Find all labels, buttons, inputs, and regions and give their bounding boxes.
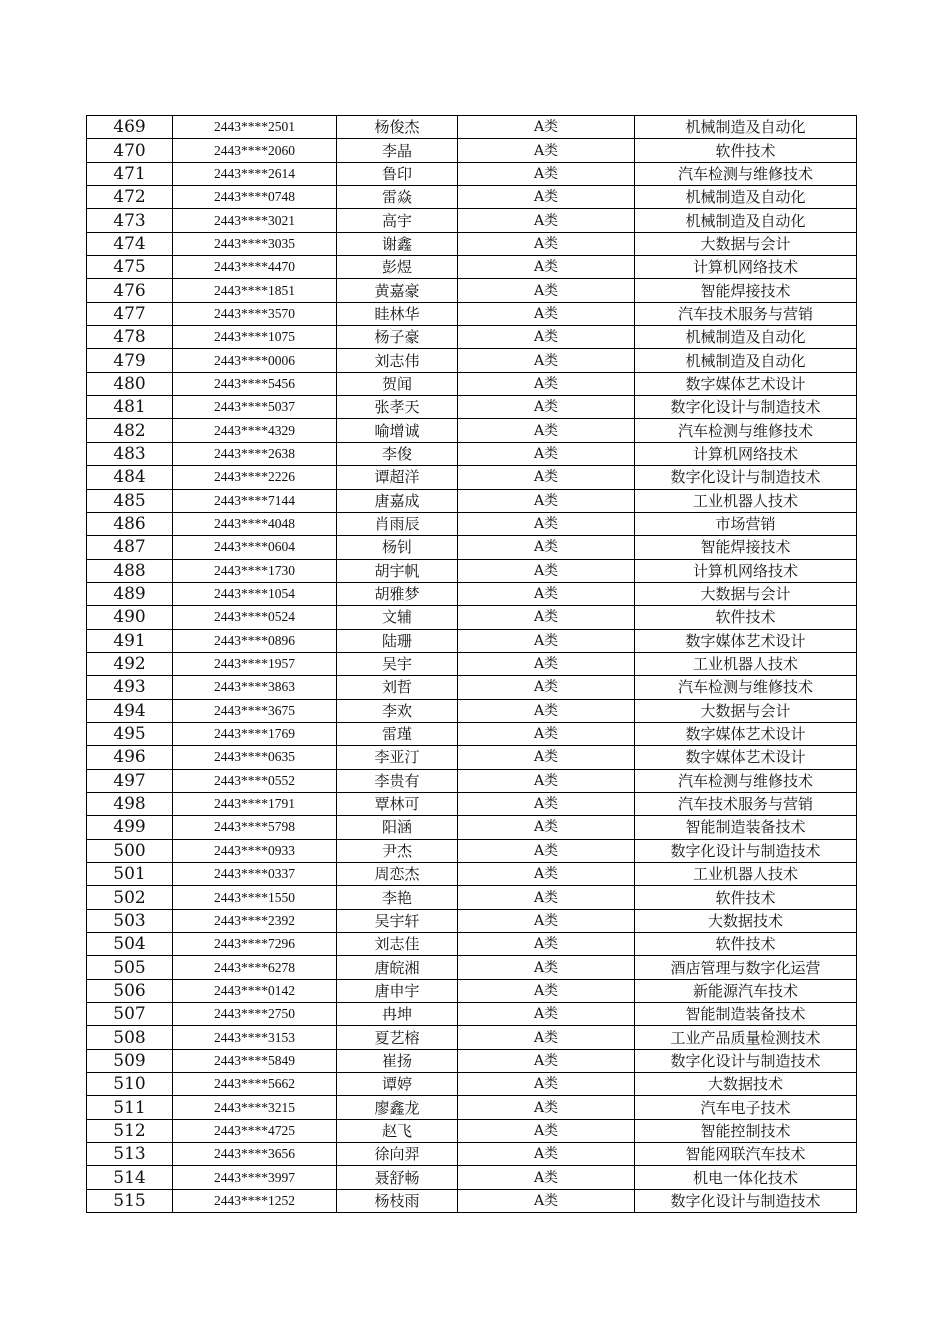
table-row (87, 326, 857, 349)
student-id-cell: 2443****2750 (173, 1003, 337, 1026)
major-cell: 计算机网络技术 (635, 442, 857, 465)
category-cell: A类 (458, 326, 635, 349)
table-row (87, 232, 857, 255)
row-number-cell: 510 (87, 1073, 173, 1096)
student-id-cell: 2443****0896 (173, 629, 337, 652)
table-row (87, 816, 857, 839)
major-cell: 软件技术 (635, 886, 857, 909)
major-cell: 工业产品质量检测技术 (635, 1026, 857, 1049)
row-number-cell: 493 (87, 676, 173, 699)
table-row (87, 279, 857, 302)
category-cell: A类 (458, 1096, 635, 1119)
student-name-cell: 文辅 (337, 606, 458, 629)
major-cell: 大数据技术 (635, 909, 857, 932)
student-name-cell: 李俊 (337, 442, 458, 465)
major-cell: 计算机网络技术 (635, 256, 857, 279)
row-number-cell: 473 (87, 209, 173, 232)
table-row (87, 489, 857, 512)
student-id-cell: 2443****1769 (173, 722, 337, 745)
student-name-cell: 李亚汀 (337, 746, 458, 769)
student-name-cell: 冉坤 (337, 1003, 458, 1026)
table-row (87, 559, 857, 582)
student-name-cell: 雷焱 (337, 186, 458, 209)
student-id-cell: 2443****6278 (173, 956, 337, 979)
table-row (87, 606, 857, 629)
category-cell: A类 (458, 863, 635, 886)
major-cell: 机械制造及自动化 (635, 326, 857, 349)
student-name-cell: 李欢 (337, 699, 458, 722)
category-cell: A类 (458, 652, 635, 675)
student-name-cell: 张孝天 (337, 396, 458, 419)
student-name-cell: 杨子豪 (337, 326, 458, 349)
category-cell: A类 (458, 162, 635, 185)
student-id-cell: 2443****1791 (173, 792, 337, 815)
row-number-cell: 489 (87, 582, 173, 605)
student-name-cell: 李晶 (337, 139, 458, 162)
student-name-cell: 吴宇 (337, 652, 458, 675)
student-id-cell: 2443****2060 (173, 139, 337, 162)
student-id-cell: 2443****3997 (173, 1166, 337, 1189)
category-cell: A类 (458, 396, 635, 419)
student-name-cell: 谭超洋 (337, 466, 458, 489)
student-name-cell: 眭林华 (337, 302, 458, 325)
table-row (87, 536, 857, 559)
table-row (87, 722, 857, 745)
row-number-cell: 474 (87, 232, 173, 255)
student-id-cell: 2443****1252 (173, 1189, 337, 1212)
row-number-cell: 498 (87, 792, 173, 815)
table-row (87, 886, 857, 909)
row-number-cell: 477 (87, 302, 173, 325)
student-id-cell: 2443****4725 (173, 1119, 337, 1142)
row-number-cell: 511 (87, 1096, 173, 1119)
major-cell: 机械制造及自动化 (635, 116, 857, 139)
category-cell: A类 (458, 933, 635, 956)
row-number-cell: 471 (87, 162, 173, 185)
table-row (87, 792, 857, 815)
category-cell: A类 (458, 559, 635, 582)
student-name-cell: 刘哲 (337, 676, 458, 699)
row-number-cell: 482 (87, 419, 173, 442)
student-id-cell: 2443****3021 (173, 209, 337, 232)
student-name-cell: 李贵有 (337, 769, 458, 792)
row-number-cell: 480 (87, 372, 173, 395)
major-cell: 软件技术 (635, 933, 857, 956)
category-cell: A类 (458, 909, 635, 932)
category-cell: A类 (458, 816, 635, 839)
row-number-cell: 512 (87, 1119, 173, 1142)
student-name-cell: 唐申宇 (337, 979, 458, 1002)
table-body (87, 116, 857, 1213)
major-cell: 大数据技术 (635, 1073, 857, 1096)
category-cell: A类 (458, 372, 635, 395)
table-row (87, 466, 857, 489)
student-name-cell: 鲁印 (337, 162, 458, 185)
table-row (87, 629, 857, 652)
category-cell: A类 (458, 1073, 635, 1096)
category-cell: A类 (458, 1119, 635, 1142)
row-number-cell: 479 (87, 349, 173, 372)
student-name-cell: 徐向羿 (337, 1143, 458, 1166)
category-cell: A类 (458, 419, 635, 442)
student-name-cell: 胡宇帆 (337, 559, 458, 582)
student-id-cell: 2443****2226 (173, 466, 337, 489)
category-cell: A类 (458, 1049, 635, 1072)
table-row (87, 442, 857, 465)
category-cell: A类 (458, 722, 635, 745)
row-number-cell: 497 (87, 769, 173, 792)
major-cell: 机械制造及自动化 (635, 349, 857, 372)
row-number-cell: 475 (87, 256, 173, 279)
row-number-cell: 486 (87, 512, 173, 535)
major-cell: 数字化设计与制造技术 (635, 1049, 857, 1072)
category-cell: A类 (458, 209, 635, 232)
student-id-cell: 2443****0337 (173, 863, 337, 886)
major-cell: 大数据与会计 (635, 582, 857, 605)
major-cell: 机械制造及自动化 (635, 186, 857, 209)
row-number-cell: 495 (87, 722, 173, 745)
student-id-cell: 2443****0006 (173, 349, 337, 372)
table-row (87, 839, 857, 862)
student-id-cell: 2443****1075 (173, 326, 337, 349)
table-row (87, 1003, 857, 1026)
category-cell: A类 (458, 792, 635, 815)
student-name-cell: 胡雅梦 (337, 582, 458, 605)
row-number-cell: 490 (87, 606, 173, 629)
student-id-cell: 2443****5662 (173, 1073, 337, 1096)
category-cell: A类 (458, 466, 635, 489)
table-row (87, 909, 857, 932)
table-row (87, 746, 857, 769)
student-id-cell: 2443****5798 (173, 816, 337, 839)
category-cell: A类 (458, 746, 635, 769)
table-row (87, 162, 857, 185)
major-cell: 软件技术 (635, 606, 857, 629)
student-id-cell: 2443****3570 (173, 302, 337, 325)
category-cell: A类 (458, 256, 635, 279)
table-row (87, 209, 857, 232)
category-cell: A类 (458, 956, 635, 979)
row-number-cell: 507 (87, 1003, 173, 1026)
student-id-cell: 2443****3035 (173, 232, 337, 255)
major-cell: 数字化设计与制造技术 (635, 1189, 857, 1212)
table-row (87, 512, 857, 535)
row-number-cell: 472 (87, 186, 173, 209)
major-cell: 智能网联汽车技术 (635, 1143, 857, 1166)
major-cell: 数字化设计与制造技术 (635, 839, 857, 862)
student-name-cell: 夏艺榕 (337, 1026, 458, 1049)
row-number-cell: 501 (87, 863, 173, 886)
row-number-cell: 469 (87, 116, 173, 139)
student-id-cell: 2443****7144 (173, 489, 337, 512)
row-number-cell: 481 (87, 396, 173, 419)
category-cell: A类 (458, 979, 635, 1002)
table-row (87, 1049, 857, 1072)
category-cell: A类 (458, 139, 635, 162)
category-cell: A类 (458, 1189, 635, 1212)
student-name-cell: 刘志伟 (337, 349, 458, 372)
student-id-cell: 2443****0748 (173, 186, 337, 209)
table-row (87, 396, 857, 419)
table-row (87, 139, 857, 162)
major-cell: 市场营销 (635, 512, 857, 535)
category-cell: A类 (458, 1143, 635, 1166)
category-cell: A类 (458, 1026, 635, 1049)
student-id-cell: 2443****2638 (173, 442, 337, 465)
student-name-cell: 覃林可 (337, 792, 458, 815)
row-number-cell: 491 (87, 629, 173, 652)
student-name-cell: 雷瑾 (337, 722, 458, 745)
major-cell: 数字媒体艺术设计 (635, 372, 857, 395)
major-cell: 数字化设计与制造技术 (635, 396, 857, 419)
table-row (87, 699, 857, 722)
student-id-cell: 2443****1851 (173, 279, 337, 302)
major-cell: 汽车检测与维修技术 (635, 419, 857, 442)
major-cell: 酒店管理与数字化运营 (635, 956, 857, 979)
student-id-cell: 2443****3153 (173, 1026, 337, 1049)
student-name-cell: 崔扬 (337, 1049, 458, 1072)
category-cell: A类 (458, 676, 635, 699)
category-cell: A类 (458, 536, 635, 559)
row-number-cell: 499 (87, 816, 173, 839)
major-cell: 工业机器人技术 (635, 489, 857, 512)
table-row (87, 1143, 857, 1166)
student-id-cell: 2443****5456 (173, 372, 337, 395)
category-cell: A类 (458, 886, 635, 909)
major-cell: 软件技术 (635, 139, 857, 162)
category-cell: A类 (458, 512, 635, 535)
row-number-cell: 488 (87, 559, 173, 582)
major-cell: 汽车电子技术 (635, 1096, 857, 1119)
row-number-cell: 485 (87, 489, 173, 512)
student-name-cell: 杨钊 (337, 536, 458, 559)
table-row (87, 1166, 857, 1189)
student-name-cell: 李艳 (337, 886, 458, 909)
category-cell: A类 (458, 442, 635, 465)
student-id-cell: 2443****2614 (173, 162, 337, 185)
student-id-cell: 2443****1730 (173, 559, 337, 582)
category-cell: A类 (458, 186, 635, 209)
row-number-cell: 502 (87, 886, 173, 909)
student-name-cell: 唐皖湘 (337, 956, 458, 979)
major-cell: 工业机器人技术 (635, 652, 857, 675)
row-number-cell: 496 (87, 746, 173, 769)
row-number-cell: 470 (87, 139, 173, 162)
major-cell: 大数据与会计 (635, 699, 857, 722)
major-cell: 智能控制技术 (635, 1119, 857, 1142)
student-id-cell: 2443****3656 (173, 1143, 337, 1166)
student-name-cell: 唐嘉成 (337, 489, 458, 512)
table-row (87, 1026, 857, 1049)
table-row (87, 302, 857, 325)
student-id-cell: 2443****4329 (173, 419, 337, 442)
student-name-cell: 聂舒畅 (337, 1166, 458, 1189)
student-name-cell: 彭煜 (337, 256, 458, 279)
student-name-cell: 黄嘉豪 (337, 279, 458, 302)
student-id-cell: 2443****5037 (173, 396, 337, 419)
major-cell: 计算机网络技术 (635, 559, 857, 582)
major-cell: 智能制造装备技术 (635, 816, 857, 839)
category-cell: A类 (458, 232, 635, 255)
student-name-cell: 谭婷 (337, 1073, 458, 1096)
major-cell: 汽车技术服务与营销 (635, 792, 857, 815)
category-cell: A类 (458, 489, 635, 512)
category-cell: A类 (458, 769, 635, 792)
row-number-cell: 515 (87, 1189, 173, 1212)
category-cell: A类 (458, 1166, 635, 1189)
table-row (87, 933, 857, 956)
student-name-cell: 肖雨辰 (337, 512, 458, 535)
table-row (87, 372, 857, 395)
table-row (87, 1119, 857, 1142)
major-cell: 数字媒体艺术设计 (635, 746, 857, 769)
student-id-cell: 2443****4470 (173, 256, 337, 279)
row-number-cell: 505 (87, 956, 173, 979)
table-row (87, 349, 857, 372)
major-cell: 大数据与会计 (635, 232, 857, 255)
category-cell: A类 (458, 839, 635, 862)
row-number-cell: 476 (87, 279, 173, 302)
major-cell: 汽车检测与维修技术 (635, 162, 857, 185)
student-list-table (86, 115, 857, 1213)
category-cell: A类 (458, 302, 635, 325)
student-id-cell: 2443****4048 (173, 512, 337, 535)
table-row (87, 582, 857, 605)
student-id-cell: 2443****7296 (173, 933, 337, 956)
category-cell: A类 (458, 699, 635, 722)
row-number-cell: 487 (87, 536, 173, 559)
table-row (87, 979, 857, 1002)
category-cell: A类 (458, 279, 635, 302)
student-name-cell: 赵飞 (337, 1119, 458, 1142)
row-number-cell: 500 (87, 839, 173, 862)
row-number-cell: 492 (87, 652, 173, 675)
category-cell: A类 (458, 606, 635, 629)
category-cell: A类 (458, 629, 635, 652)
major-cell: 机械制造及自动化 (635, 209, 857, 232)
row-number-cell: 504 (87, 933, 173, 956)
student-name-cell: 贺闻 (337, 372, 458, 395)
student-name-cell: 刘志佳 (337, 933, 458, 956)
student-name-cell: 喻增诚 (337, 419, 458, 442)
student-id-cell: 2443****0524 (173, 606, 337, 629)
student-id-cell: 2443****1957 (173, 652, 337, 675)
student-id-cell: 2443****3675 (173, 699, 337, 722)
student-id-cell: 2443****0933 (173, 839, 337, 862)
row-number-cell: 484 (87, 466, 173, 489)
table-row (87, 1073, 857, 1096)
major-cell: 机电一体化技术 (635, 1166, 857, 1189)
row-number-cell: 494 (87, 699, 173, 722)
table-row (87, 419, 857, 442)
row-number-cell: 509 (87, 1049, 173, 1072)
student-id-cell: 2443****0552 (173, 769, 337, 792)
table-row (87, 652, 857, 675)
row-number-cell: 514 (87, 1166, 173, 1189)
major-cell: 工业机器人技术 (635, 863, 857, 886)
table-row (87, 769, 857, 792)
table-row (87, 186, 857, 209)
student-name-cell: 陆珊 (337, 629, 458, 652)
student-id-cell: 2443****0142 (173, 979, 337, 1002)
row-number-cell: 513 (87, 1143, 173, 1166)
major-cell: 汽车检测与维修技术 (635, 769, 857, 792)
major-cell: 汽车检测与维修技术 (635, 676, 857, 699)
row-number-cell: 508 (87, 1026, 173, 1049)
student-id-cell: 2443****5849 (173, 1049, 337, 1072)
table-row (87, 956, 857, 979)
student-name-cell: 阳涵 (337, 816, 458, 839)
major-cell: 智能制造装备技术 (635, 1003, 857, 1026)
student-name-cell: 周恋杰 (337, 863, 458, 886)
major-cell: 数字化设计与制造技术 (635, 466, 857, 489)
major-cell: 新能源汽车技术 (635, 979, 857, 1002)
row-number-cell: 503 (87, 909, 173, 932)
category-cell: A类 (458, 582, 635, 605)
student-name-cell: 尹杰 (337, 839, 458, 862)
table-row (87, 676, 857, 699)
major-cell: 数字媒体艺术设计 (635, 722, 857, 745)
category-cell: A类 (458, 1003, 635, 1026)
major-cell: 数字媒体艺术设计 (635, 629, 857, 652)
student-id-cell: 2443****2501 (173, 116, 337, 139)
table-row (87, 116, 857, 139)
major-cell: 智能焊接技术 (635, 536, 857, 559)
major-cell: 汽车技术服务与营销 (635, 302, 857, 325)
category-cell: A类 (458, 349, 635, 372)
student-name-cell: 杨枝雨 (337, 1189, 458, 1212)
student-id-cell: 2443****0604 (173, 536, 337, 559)
table-row (87, 1189, 857, 1212)
student-name-cell: 廖鑫龙 (337, 1096, 458, 1119)
table-row (87, 1096, 857, 1119)
student-id-cell: 2443****0635 (173, 746, 337, 769)
student-id-cell: 2443****1054 (173, 582, 337, 605)
row-number-cell: 483 (87, 442, 173, 465)
row-number-cell: 506 (87, 979, 173, 1002)
student-name-cell: 谢鑫 (337, 232, 458, 255)
student-name-cell: 吴宇轩 (337, 909, 458, 932)
student-id-cell: 2443****1550 (173, 886, 337, 909)
student-name-cell: 高宇 (337, 209, 458, 232)
major-cell: 智能焊接技术 (635, 279, 857, 302)
student-id-cell: 2443****3215 (173, 1096, 337, 1119)
table-row (87, 863, 857, 886)
student-name-cell: 杨俊杰 (337, 116, 458, 139)
student-id-cell: 2443****2392 (173, 909, 337, 932)
student-id-cell: 2443****3863 (173, 676, 337, 699)
category-cell: A类 (458, 116, 635, 139)
row-number-cell: 478 (87, 326, 173, 349)
table-row (87, 256, 857, 279)
